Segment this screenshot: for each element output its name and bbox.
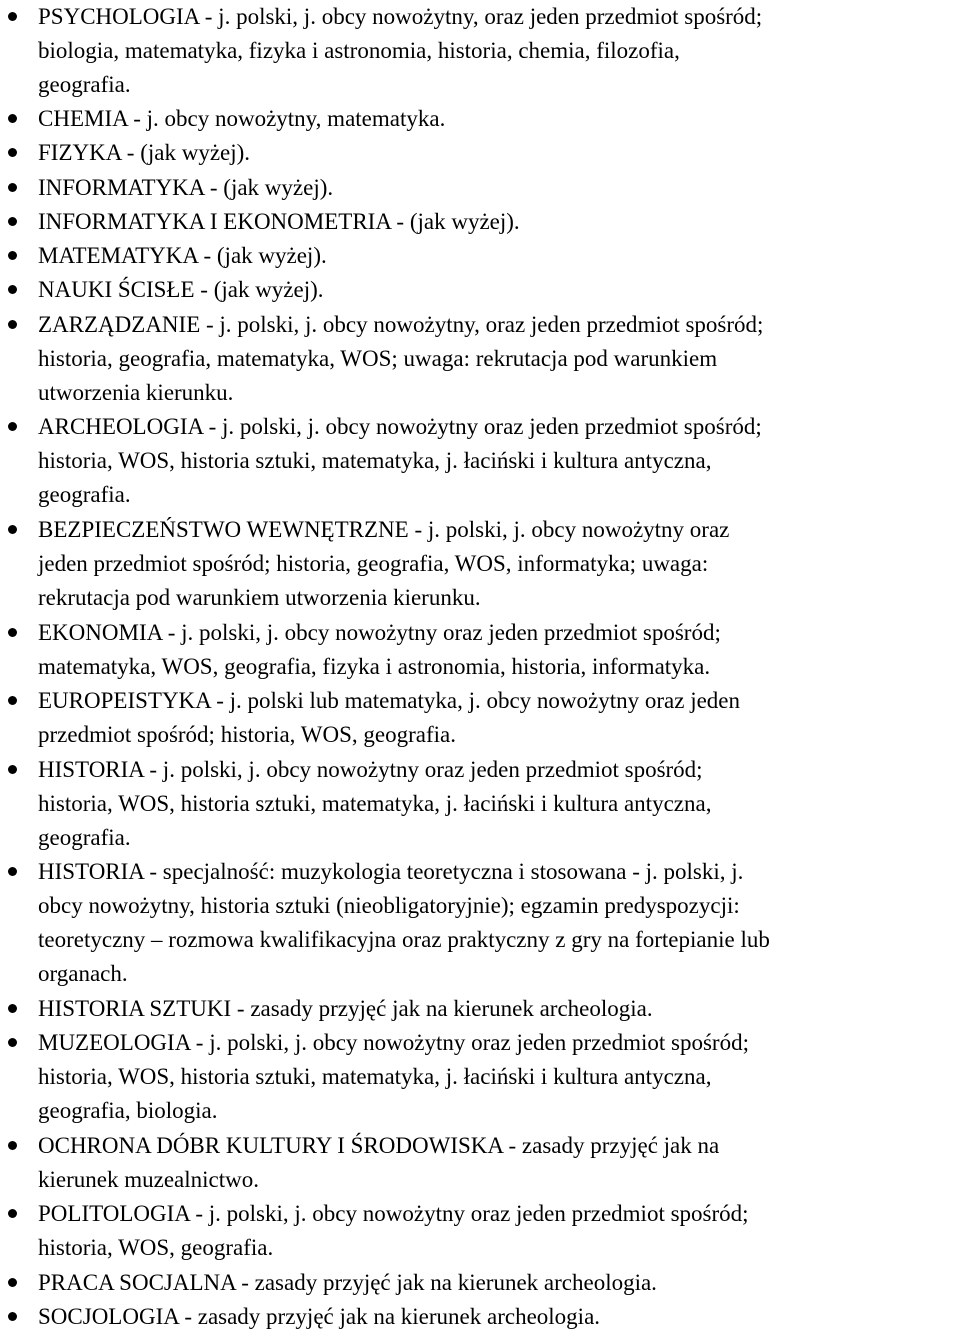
list-item-text: INFORMATYKA - (jak wyżej). bbox=[38, 175, 334, 200]
bullet-icon bbox=[8, 1312, 17, 1321]
list-item bbox=[38, 205, 960, 239]
bullet-icon bbox=[8, 251, 17, 260]
list-item-text: NAUKI ŚCISŁE - (jak wyżej). bbox=[38, 277, 324, 302]
bullet-icon bbox=[8, 1278, 17, 1287]
list-item-text: HISTORIA - j. polski, j. obcy nowożytny oraz jeden przedmiot spośród; historia, WOS, historia sztuki, matematyka, j. łaciński i kultura antyczna, geografia. bbox=[38, 757, 712, 851]
list-item bbox=[38, 136, 960, 170]
list-item-text: INFORMATYKA I EKONOMETRIA - (jak wyżej). bbox=[38, 209, 520, 234]
list-item-text: OCHRONA DÓBR KULTURY I ŚRODOWISKA - zasady przyjęć jak na kierunek muzealnictwo. bbox=[38, 1133, 720, 1193]
bullet-icon bbox=[8, 285, 17, 294]
bullet-icon bbox=[8, 628, 17, 637]
bullet-icon bbox=[8, 1038, 17, 1047]
list-item-text: BEZPIECZEŃSTWO WEWNĘTRZNE - j. polski, j. obcy nowożytny oraz jeden przedmiot spośród; historia, geografia, WOS, informatyka; uwaga: rekrutacja pod warunkiem utworzenia kierunku. bbox=[38, 517, 730, 611]
list-item bbox=[38, 684, 960, 752]
list-item bbox=[38, 513, 960, 615]
list-item bbox=[38, 171, 960, 205]
list-item bbox=[38, 1129, 960, 1197]
bullet-icon bbox=[8, 867, 17, 876]
list-item bbox=[38, 273, 960, 307]
list-item-text: HISTORIA SZTUKI - zasady przyjęć jak na kierunek archeologia. bbox=[38, 996, 653, 1021]
list-item bbox=[38, 753, 960, 855]
bullet-icon bbox=[8, 1141, 17, 1150]
bullet-icon bbox=[8, 217, 17, 226]
list-item bbox=[38, 0, 960, 102]
bullet-icon bbox=[8, 765, 17, 774]
list-item-text: ZARZĄDZANIE - j. polski, j. obcy nowożytny, oraz jeden przedmiot spośród; historia, geografia, matematyka, WOS; uwaga: rekrutacja pod warunkiem utworzenia kierunku. bbox=[38, 312, 764, 406]
list-item bbox=[38, 1300, 960, 1334]
list-item-text: FIZYKA - (jak wyżej). bbox=[38, 140, 251, 165]
list-item bbox=[38, 1266, 960, 1300]
list-item bbox=[38, 410, 960, 512]
bullet-icon bbox=[8, 1004, 17, 1013]
list-item bbox=[38, 308, 960, 410]
list-item bbox=[38, 992, 960, 1026]
list-item-text: CHEMIA - j. obcy nowożytny, matematyka. bbox=[38, 106, 446, 131]
bullet-icon bbox=[8, 148, 17, 157]
list-item-text: HISTORIA - specjalność: muzykologia teoretyczna i stosowana - j. polski, j. obcy nowożytny, historia sztuki (nieobligatoryjnie); egzamin predyspozycji: teoretyczny – rozmowa kwalifikacyjna oraz praktyczny z gry na fortepianie lub organach. bbox=[38, 859, 770, 987]
bullet-icon bbox=[8, 320, 17, 329]
bullet-icon bbox=[8, 114, 17, 123]
list-item bbox=[38, 855, 960, 991]
list-item-text: MUZEOLOGIA - j. polski, j. obcy nowożytny oraz jeden przedmiot spośród; historia, WOS, historia sztuki, matematyka, j. łaciński i kultura antyczna, geografia, biologia. bbox=[38, 1030, 749, 1124]
list-item bbox=[38, 1026, 960, 1128]
list-item-text: PSYCHOLOGIA - j. polski, j. obcy nowożytny, oraz jeden przedmiot spośród; biologia, matematyka, fizyka i astronomia, historia, chemia, filozofia, geografia. bbox=[38, 4, 763, 98]
bullet-icon bbox=[8, 12, 17, 21]
bullet-icon bbox=[8, 183, 17, 192]
bullet-icon bbox=[8, 422, 17, 431]
list-item bbox=[38, 616, 960, 684]
list-item bbox=[38, 239, 960, 273]
list-item-text: SOCJOLOGIA - zasady przyjęć jak na kierunek archeologia. bbox=[38, 1304, 601, 1329]
list-item-text: POLITOLOGIA - j. polski, j. obcy nowożytny oraz jeden przedmiot spośród; historia, WOS, geografia. bbox=[38, 1201, 749, 1261]
bullet-icon bbox=[8, 1209, 17, 1218]
list-item-text: PRACA SOCJALNA - zasady przyjęć jak na kierunek archeologia. bbox=[38, 1270, 657, 1295]
list-item-text: ARCHEOLOGIA - j. polski, j. obcy nowożytny oraz jeden przedmiot spośród; historia, WOS, historia sztuki, matematyka, j. łaciński i kultura antyczna, geografia. bbox=[38, 414, 762, 508]
bullet-icon bbox=[8, 696, 17, 705]
list-item-text: EKONOMIA - j. polski, j. obcy nowożytny oraz jeden przedmiot spośród; matematyka, WOS, geografia, fizyka i astronomia, historia, informatyka. bbox=[38, 620, 721, 680]
bullet-icon bbox=[8, 525, 17, 534]
list-item bbox=[38, 1197, 960, 1265]
list-item-text: EUROPEISTYKA - j. polski lub matematyka, j. obcy nowożytny oraz jeden przedmiot spośród; historia, WOS, geografia. bbox=[38, 688, 741, 748]
list-item-text: MATEMATYKA - (jak wyżej). bbox=[38, 243, 327, 268]
list-item bbox=[38, 102, 960, 136]
